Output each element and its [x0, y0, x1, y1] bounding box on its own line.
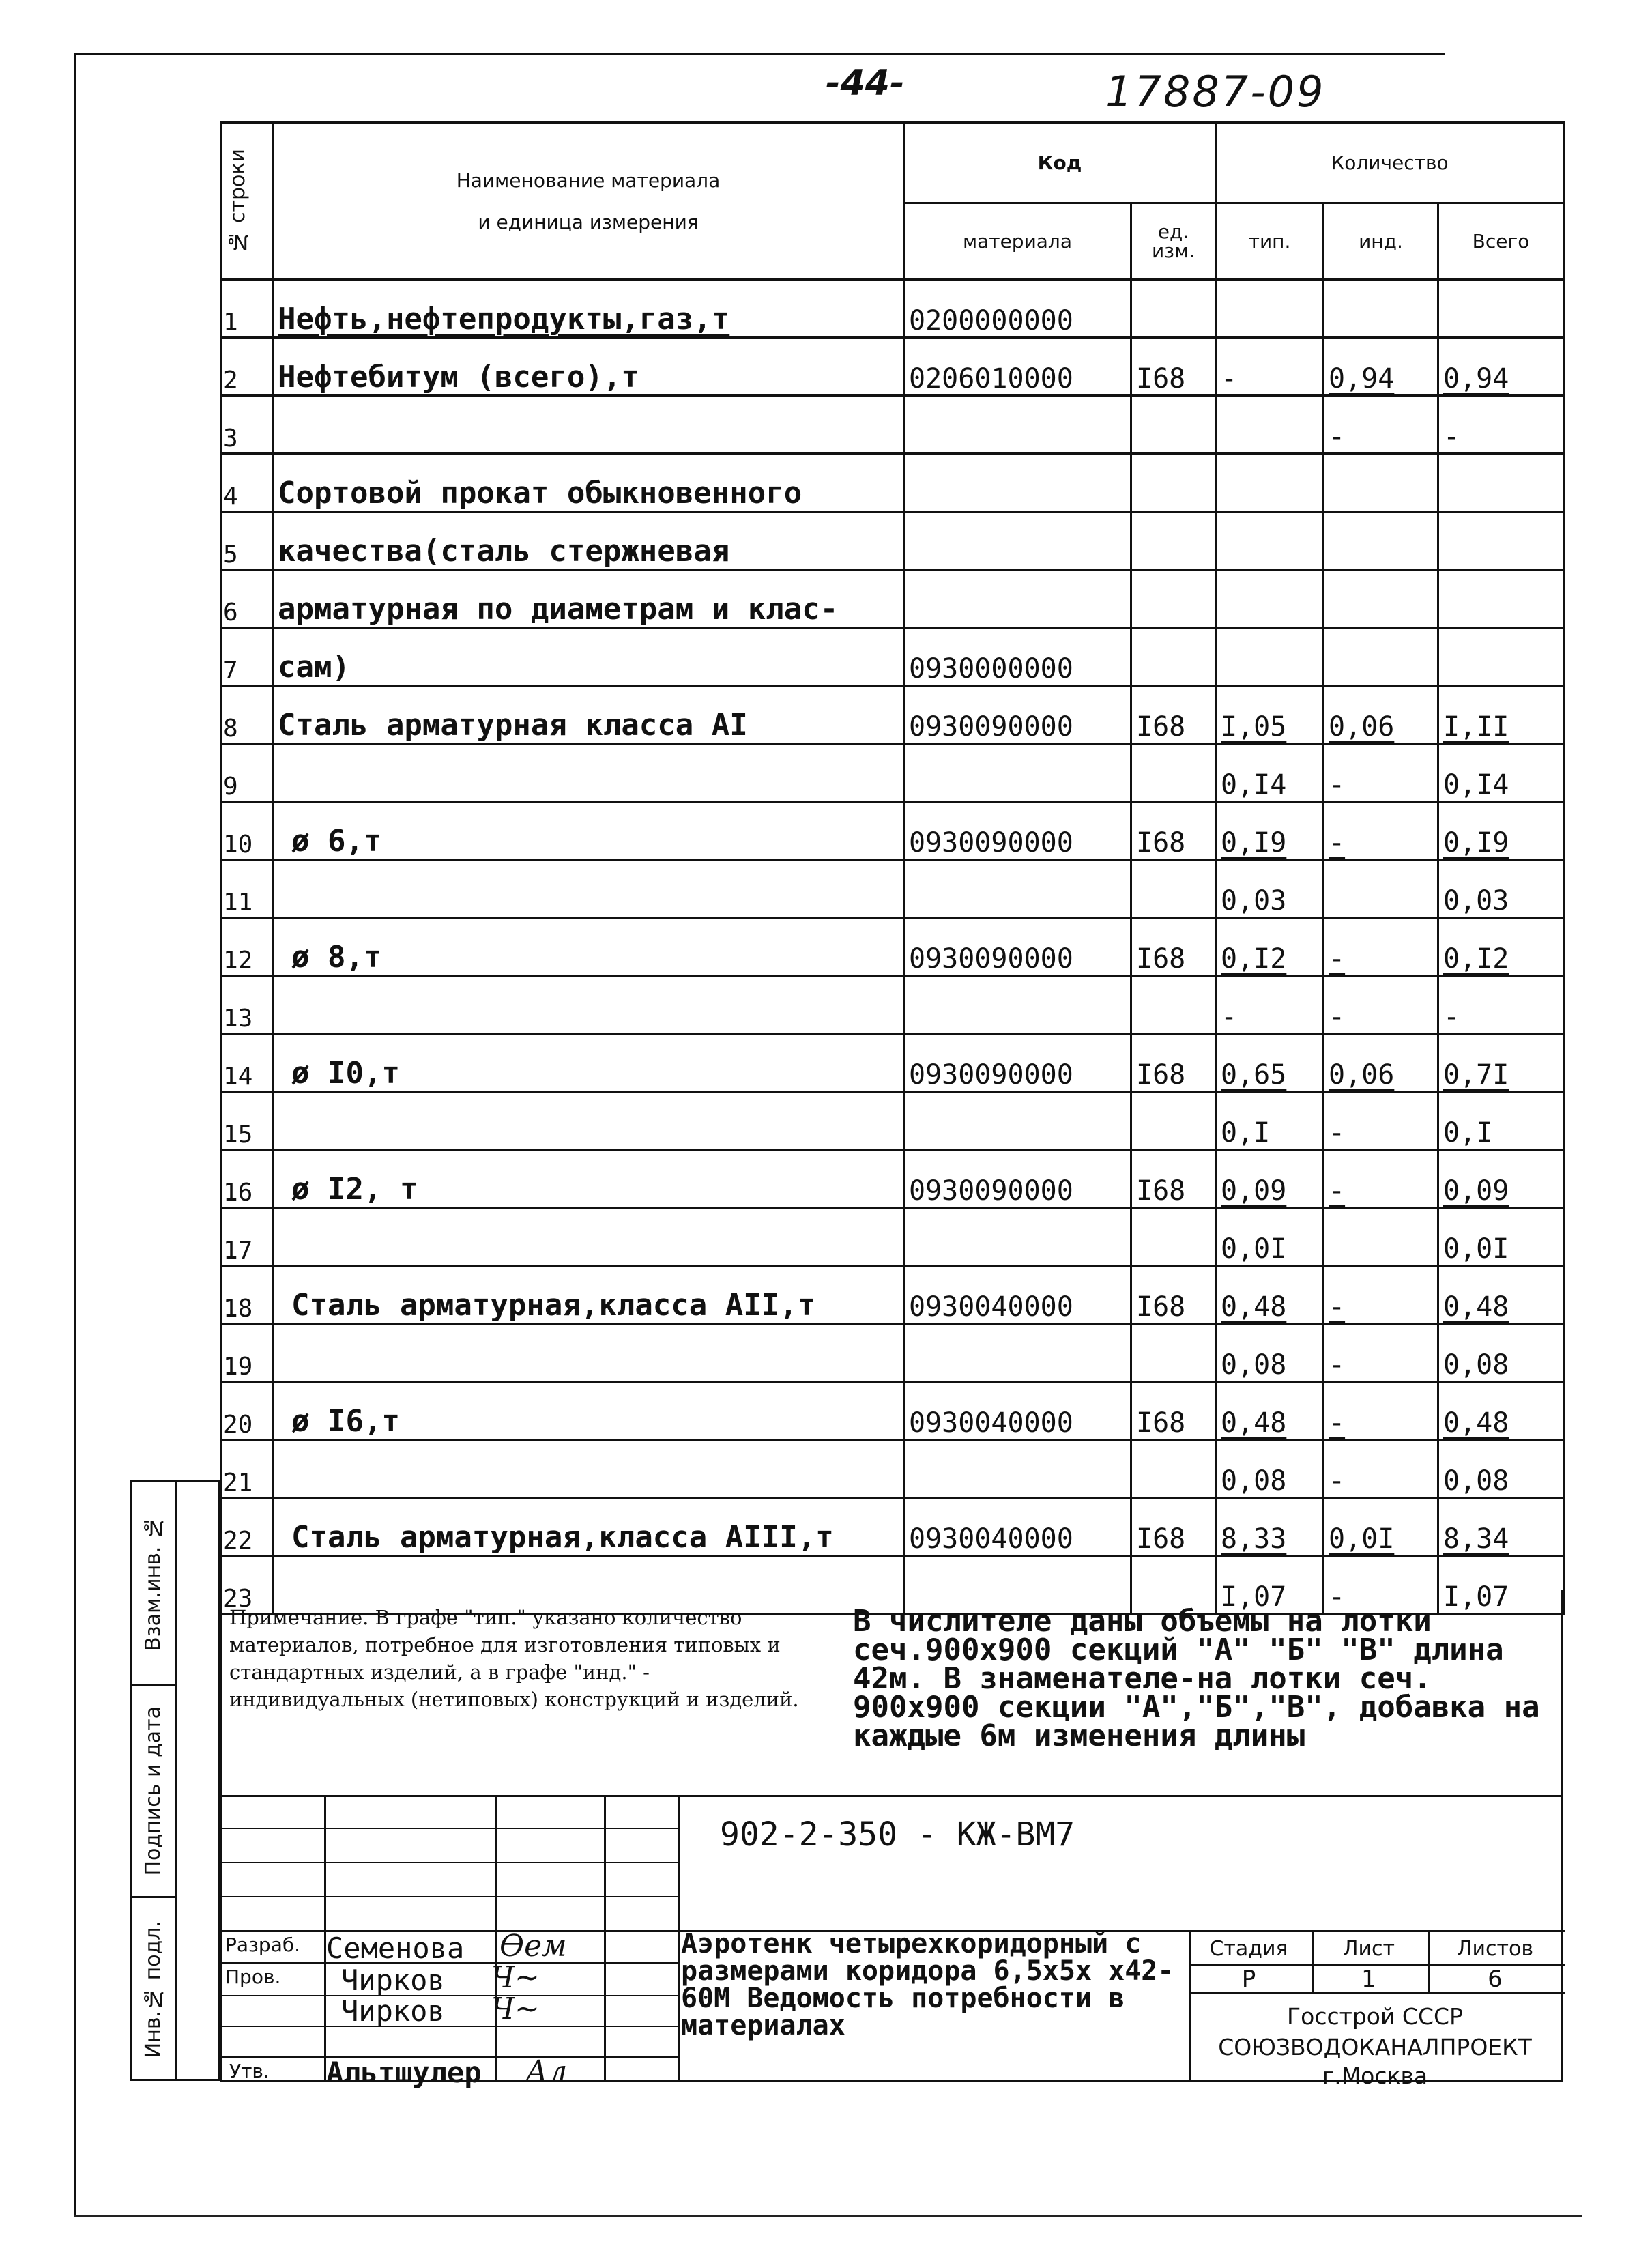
table-row [221, 1382, 1564, 1440]
material-code: 0930090000 [904, 802, 1131, 860]
stage-label: Стадия [1209, 1937, 1288, 1961]
material-name: сам) [273, 628, 904, 686]
unit-code: I68 [1131, 1498, 1216, 1556]
material-code [904, 570, 1131, 628]
org-gosstroy: Госстрой СССР [1287, 2003, 1463, 2030]
table-row [221, 396, 1564, 454]
material-name [273, 1324, 904, 1382]
project-title: Аэротенк четырехкоридорный с размерами коридора 6,5х5х х42-60М Ведомость потребности в материалах [681, 1928, 1174, 2041]
qty-total: 8,34 [1438, 1498, 1564, 1556]
unit-code [1131, 628, 1216, 686]
table-row [221, 1440, 1564, 1498]
qty-total: 0,I2 [1438, 918, 1564, 976]
unit-code: I68 [1131, 1150, 1216, 1208]
qty-ind: - [1324, 1266, 1438, 1324]
material-name: ø 6,т [273, 802, 904, 860]
material-name: Нефтебитум (всего),т [273, 338, 904, 396]
material-code: 0930090000 [904, 1034, 1131, 1092]
material-name: Сталь арматурная,класса АII,т [273, 1266, 904, 1324]
unit-code [1131, 860, 1216, 918]
qty-total: 0,03 [1438, 860, 1564, 918]
sig-name-razrab: Семенова [326, 1931, 465, 1965]
unit-code [1131, 1092, 1216, 1150]
material-code: 0930090000 [904, 918, 1131, 976]
row-number: 16 [221, 1150, 273, 1208]
table-row [221, 1208, 1564, 1266]
material-code [904, 1324, 1131, 1382]
unit-code: I68 [1131, 686, 1216, 744]
qty-total: 0,48 [1438, 1266, 1564, 1324]
material-name [273, 1440, 904, 1498]
qty-ind: - [1324, 1324, 1438, 1382]
header-code: Код [904, 123, 1216, 203]
row-number: 1 [221, 280, 273, 338]
qty-total: I,07 [1438, 1556, 1564, 1614]
header-row-1 [221, 123, 1564, 203]
material-code [904, 1092, 1131, 1150]
table-row [221, 628, 1564, 686]
sig-name-prov: Чирков [341, 1964, 445, 1997]
sig-mark-razrab: Ѳем [499, 1929, 567, 1964]
sig-role-prov: Пров. [225, 1966, 281, 1988]
row-number: 12 [221, 918, 273, 976]
qty-typ: - [1216, 338, 1324, 396]
material-code [904, 860, 1131, 918]
qty-ind: - [1324, 1150, 1438, 1208]
sig-mark-utv: Ал [525, 2054, 568, 2089]
qty-ind: - [1324, 802, 1438, 860]
material-name [273, 396, 904, 454]
unit-code [1131, 512, 1216, 570]
row-number: 23 [221, 1556, 273, 1614]
qty-typ: 0,09 [1216, 1150, 1324, 1208]
material-code [904, 512, 1131, 570]
qty-ind: - [1324, 1440, 1438, 1498]
material-code: 0930040000 [904, 1498, 1131, 1556]
qty-ind: 0,06 [1324, 1034, 1438, 1092]
row-number: 11 [221, 860, 273, 918]
qty-typ [1216, 454, 1324, 512]
table-row [221, 918, 1564, 976]
qty-total: 0,48 [1438, 1382, 1564, 1440]
qty-ind: - [1324, 976, 1438, 1034]
header-qty-typ: тип. [1216, 203, 1324, 280]
table-row [221, 860, 1564, 918]
material-name: ø I6,т [273, 1382, 904, 1440]
material-name: Нефть,нефтепродукты,газ,т [273, 280, 904, 338]
qty-ind [1324, 512, 1438, 570]
qty-ind: - [1324, 396, 1438, 454]
unit-code [1131, 744, 1216, 802]
row-number: 21 [221, 1440, 273, 1498]
note-right-text: В числителе даны объемы на лотки сеч.900х900 секций "А" "Б" "В" длина 42м. В знаменателе-на лотки сеч. 900х900 секции "А","Б","В", добавка на каждые 6м изменения длины [853, 1604, 1540, 1753]
material-name: качества(сталь стержневая [273, 512, 904, 570]
material-name [273, 976, 904, 1034]
row-number: 10 [221, 802, 273, 860]
material-code [904, 744, 1131, 802]
qty-typ: 0,08 [1216, 1324, 1324, 1382]
qty-total: I,II [1438, 686, 1564, 744]
sig-mark-prov: Ч~ [491, 1960, 540, 1995]
row-number: 15 [221, 1092, 273, 1150]
left-side-strip [130, 1480, 220, 2081]
qty-ind: - [1324, 1092, 1438, 1150]
unit-code: I68 [1131, 1382, 1216, 1440]
table-body [221, 280, 1564, 1614]
material-code: 0206010000 [904, 338, 1131, 396]
material-code: 0930040000 [904, 1382, 1131, 1440]
table-row [221, 1092, 1564, 1150]
sheet-label: Лист [1342, 1937, 1395, 1961]
table-row [221, 338, 1564, 396]
org-soyuzvodokanal: СОЮЗВОДОКАНАЛПРОЕКТ [1218, 2034, 1532, 2060]
row-number: 2 [221, 338, 273, 396]
table-row [221, 1150, 1564, 1208]
qty-typ [1216, 628, 1324, 686]
qty-typ: 0,48 [1216, 1382, 1324, 1440]
material-code: 0930090000 [904, 1150, 1131, 1208]
qty-total: - [1438, 976, 1564, 1034]
doc-code-handwritten: 17887-09 [1105, 67, 1326, 117]
qty-typ: 0,03 [1216, 860, 1324, 918]
table-row [221, 1498, 1564, 1556]
row-number: 3 [221, 396, 273, 454]
row-number: 6 [221, 570, 273, 628]
qty-typ: I,05 [1216, 686, 1324, 744]
qty-ind: - [1324, 918, 1438, 976]
qty-total: 0,I9 [1438, 802, 1564, 860]
header-name: Наименование материала и единица измерения [273, 123, 904, 280]
material-name [273, 744, 904, 802]
qty-typ [1216, 280, 1324, 338]
frame-bottom-line [74, 2215, 1582, 2217]
row-number: 14 [221, 1034, 273, 1092]
table-row [221, 1324, 1564, 1382]
material-name: Сталь арматурная класса АI [273, 686, 904, 744]
header-qty: Количество [1216, 123, 1564, 203]
material-code [904, 396, 1131, 454]
strip-swap-inv: Взам.инв. № [132, 1482, 175, 1686]
row-number: 4 [221, 454, 273, 512]
material-name [273, 1208, 904, 1266]
row-number: 17 [221, 1208, 273, 1266]
material-name: ø 8,т [273, 918, 904, 976]
sheets-value: 6 [1488, 1966, 1503, 1993]
unit-code [1131, 1440, 1216, 1498]
material-name: Сталь арматурная,класса АIII,т [273, 1498, 904, 1556]
qty-ind [1324, 628, 1438, 686]
sheet-value: 1 [1361, 1966, 1376, 1993]
sig-mark-third: Ч~ [491, 1992, 540, 2026]
qty-ind: 0,0I [1324, 1498, 1438, 1556]
header-row-no: № строки [221, 123, 273, 280]
material-name: ø I0,т [273, 1034, 904, 1092]
material-name: Сортовой прокат обыкновенного [273, 454, 904, 512]
qty-ind [1324, 1208, 1438, 1266]
sig-name-third: Чирков [341, 1994, 445, 2028]
row-number: 8 [221, 686, 273, 744]
qty-total [1438, 628, 1564, 686]
unit-code: I68 [1131, 1034, 1216, 1092]
qty-ind [1324, 280, 1438, 338]
qty-total [1438, 454, 1564, 512]
qty-ind: - [1324, 744, 1438, 802]
qty-total: - [1438, 396, 1564, 454]
qty-ind: 0,94 [1324, 338, 1438, 396]
header-code-unit: ед. изм. [1131, 203, 1216, 280]
qty-total [1438, 570, 1564, 628]
table-row [221, 570, 1564, 628]
materials-table [220, 121, 1565, 1615]
strip-sign-date: Подпись и дата [132, 1686, 175, 1898]
material-code: 0930090000 [904, 686, 1131, 744]
table-row [221, 454, 1564, 512]
qty-ind: - [1324, 1382, 1438, 1440]
unit-code [1131, 396, 1216, 454]
material-code [904, 454, 1131, 512]
qty-ind [1324, 454, 1438, 512]
qty-typ [1216, 512, 1324, 570]
sig-role-razrab: Разраб. [225, 1933, 301, 1956]
sheets-label: Листов [1456, 1937, 1534, 1961]
note-left-text: Примечание. В графе "тип." указано количество материалов, потребное для изготовления типовых и стандартных изделий, а в графе "инд." - индивидуальных (нетиповых) конструкций и изделий. [229, 1606, 799, 1711]
row-number: 22 [221, 1498, 273, 1556]
material-code: 0200000000 [904, 280, 1131, 338]
qty-total [1438, 512, 1564, 570]
qty-total: 0,08 [1438, 1324, 1564, 1382]
unit-code: I68 [1131, 1266, 1216, 1324]
qty-typ: 0,I [1216, 1092, 1324, 1150]
qty-total: 0,I4 [1438, 744, 1564, 802]
qty-typ: 0,65 [1216, 1034, 1324, 1092]
unit-code [1131, 1324, 1216, 1382]
unit-code [1131, 976, 1216, 1034]
strip-inv-no: Инв.№ подл. [141, 1921, 165, 2058]
qty-typ: I,07 [1216, 1556, 1324, 1614]
material-code [904, 1440, 1131, 1498]
unit-code [1131, 570, 1216, 628]
qty-typ [1216, 396, 1324, 454]
qty-typ: 8,33 [1216, 1498, 1324, 1556]
stage-value: Р [1241, 1966, 1256, 1993]
qty-total: 0,0I [1438, 1208, 1564, 1266]
material-name: ø I2, т [273, 1150, 904, 1208]
row-number: 19 [221, 1324, 273, 1382]
unit-code [1131, 280, 1216, 338]
qty-typ: - [1216, 976, 1324, 1034]
material-name: арматурная по диаметрам и клас- [273, 570, 904, 628]
qty-typ: 0,48 [1216, 1266, 1324, 1324]
frame-top-line [74, 53, 1445, 55]
qty-ind [1324, 860, 1438, 918]
table-row [221, 744, 1564, 802]
row-number: 5 [221, 512, 273, 570]
material-name [273, 860, 904, 918]
unit-code [1131, 454, 1216, 512]
qty-ind [1324, 570, 1438, 628]
org-city: г.Москва [1322, 2062, 1428, 2089]
qty-total: 0,94 [1438, 338, 1564, 396]
unit-code: I68 [1131, 338, 1216, 396]
table-row [221, 512, 1564, 570]
strip-col-labels [132, 1482, 177, 2079]
material-name [273, 1092, 904, 1150]
qty-typ [1216, 570, 1324, 628]
unit-code: I68 [1131, 918, 1216, 976]
material-code: 0930000000 [904, 628, 1131, 686]
qty-total: 0,09 [1438, 1150, 1564, 1208]
qty-typ: 0,I4 [1216, 744, 1324, 802]
qty-total: 0,I [1438, 1092, 1564, 1150]
qty-total [1438, 280, 1564, 338]
qty-total: 0,7I [1438, 1034, 1564, 1092]
qty-typ: 0,0I [1216, 1208, 1324, 1266]
title-doc-code: 902-2-350 - КЖ-ВМ7 [720, 1815, 1075, 1854]
material-code [904, 1208, 1131, 1266]
header-code-material: материала [904, 203, 1131, 280]
qty-ind: 0,06 [1324, 686, 1438, 744]
table-row [221, 1034, 1564, 1092]
qty-typ: 0,I9 [1216, 802, 1324, 860]
qty-total: 0,08 [1438, 1440, 1564, 1498]
row-number: 7 [221, 628, 273, 686]
sig-name-utv: Альтшулер [326, 2056, 482, 2089]
row-number: 20 [221, 1382, 273, 1440]
qty-typ: 0,08 [1216, 1440, 1324, 1498]
unit-code: I68 [1131, 802, 1216, 860]
page-number: -44- [826, 63, 905, 104]
table-row [221, 280, 1564, 338]
sig-role-utv: Утв. [229, 2060, 270, 2082]
qty-typ: 0,I2 [1216, 918, 1324, 976]
unit-code [1131, 1208, 1216, 1266]
table-row [221, 1266, 1564, 1324]
row-number: 9 [221, 744, 273, 802]
header-qty-total: Всего [1438, 203, 1564, 280]
row-number: 13 [221, 976, 273, 1034]
row-number: 18 [221, 1266, 273, 1324]
header-qty-ind: инд. [1324, 203, 1438, 280]
frame-left-line [74, 53, 76, 2217]
table-row [221, 686, 1564, 744]
table-row [221, 802, 1564, 860]
material-code: 0930040000 [904, 1266, 1131, 1324]
table-row [221, 976, 1564, 1034]
material-code [904, 976, 1131, 1034]
qty-ind: - [1324, 1556, 1438, 1614]
